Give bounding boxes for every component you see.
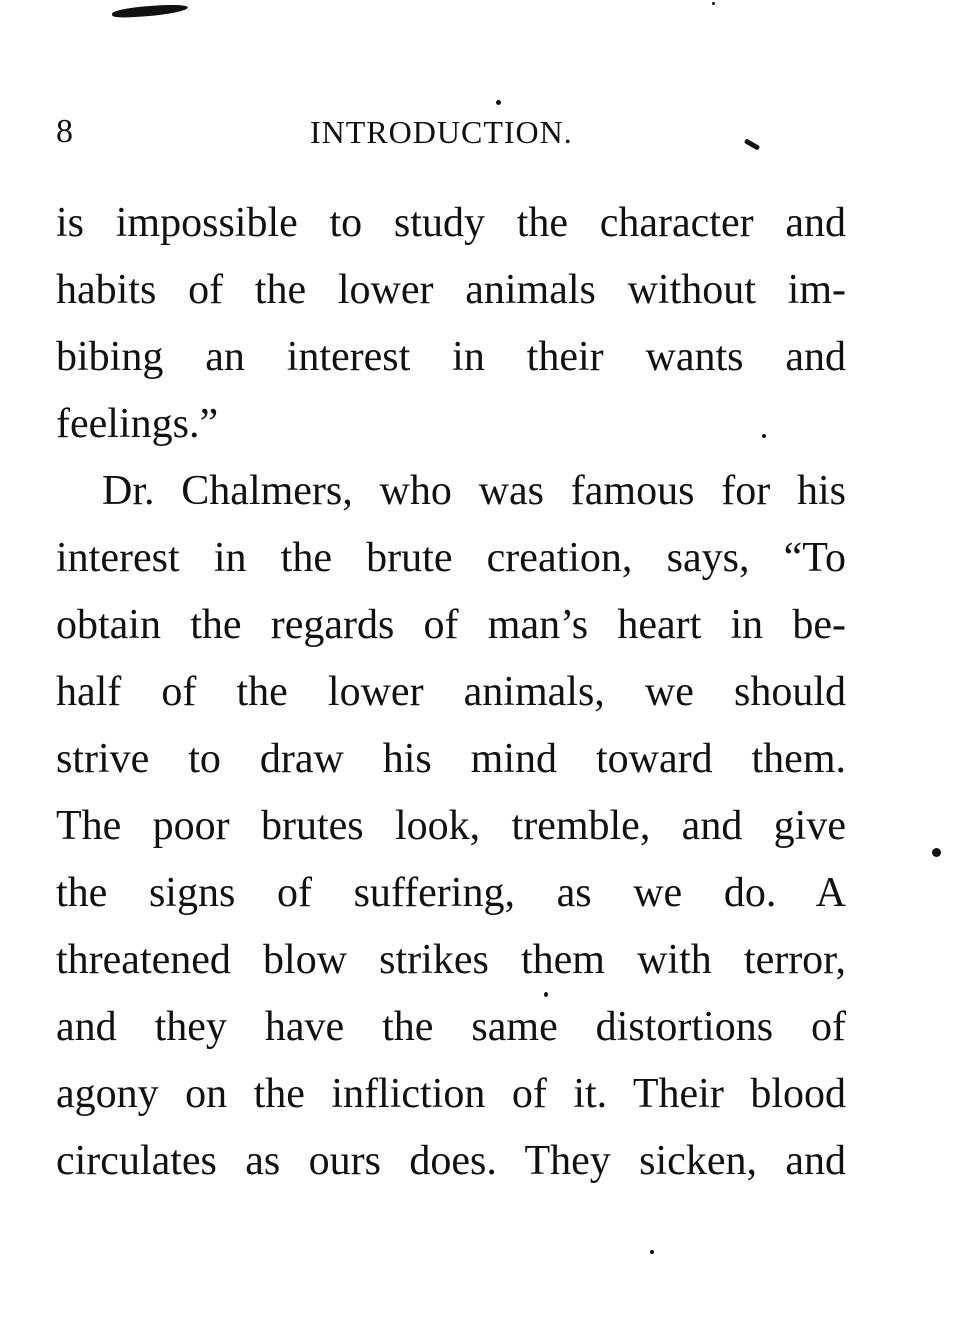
running-head: INTRODUCTION. bbox=[310, 114, 573, 150]
text-line: interest in the brute creation, says, “To bbox=[56, 535, 846, 581]
text-line: circulates as ours does. They sicken, and bbox=[56, 1138, 846, 1184]
text-line: half of the lower animals, we should bbox=[56, 669, 846, 715]
speck bbox=[496, 100, 501, 105]
speck bbox=[544, 992, 548, 997]
text-line: agony on the infliction of it. Their blood bbox=[56, 1071, 846, 1117]
text-line: obtain the regards of man’s heart in be- bbox=[56, 602, 846, 648]
text-line: Dr. Chalmers, who was famous for his bbox=[102, 468, 846, 514]
speck bbox=[762, 434, 766, 438]
text-line: The poor brutes look, tremble, and give bbox=[56, 803, 846, 849]
paragraph-2 bbox=[56, 458, 846, 1195]
text-line: is impossible to study the character and bbox=[56, 200, 846, 246]
text-line: habits of the lower animals without im- bbox=[56, 267, 846, 313]
text-line: and they have the same distortions of bbox=[56, 1004, 846, 1050]
page-header bbox=[56, 110, 846, 154]
text-line: threatened blow strikes them with terror, bbox=[56, 937, 846, 983]
speck bbox=[650, 1250, 654, 1254]
text-line: strive to draw his mind toward them. bbox=[56, 736, 846, 782]
scan-ink-blot bbox=[112, 3, 189, 18]
paragraph-1 bbox=[56, 190, 846, 458]
body-text bbox=[56, 190, 846, 1195]
text-line: feelings.” bbox=[56, 401, 219, 447]
page-number: 8 bbox=[56, 113, 73, 150]
text-line: the signs of suffering, as we do. A bbox=[56, 870, 846, 916]
speck bbox=[932, 848, 941, 857]
speck bbox=[712, 2, 715, 5]
text-line: bibing an interest in their wants and bbox=[56, 334, 846, 380]
